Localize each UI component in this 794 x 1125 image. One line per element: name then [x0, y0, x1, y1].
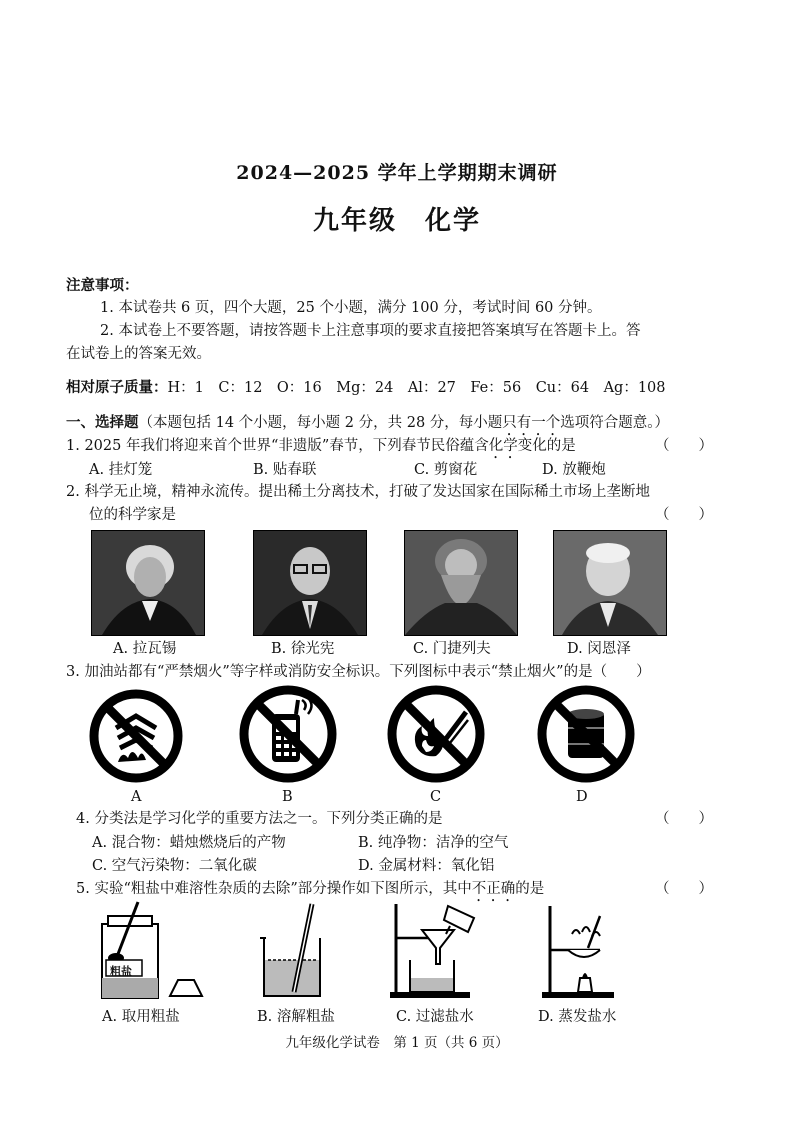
q5-stem-emphasis: 不正确: [471, 881, 516, 897]
q5-stem-a: 5. 实验“粗盐中难溶性杂质的去除”部分操作如下图所示，其中: [76, 881, 472, 897]
section-desc-emphasis: 只有一个: [502, 415, 561, 431]
notes-item-2a: 2. 本试卷上不要答题，请按答题卡上注意事项的要求直接把答案填写在答题卡上。答: [100, 323, 641, 339]
no-stacking-sign-icon: [88, 688, 184, 784]
page-footer: 九年级化学试卷 第 1 页（共 6 页）: [285, 1035, 509, 1051]
q1-option-a: A. 挂灯笼: [89, 462, 153, 478]
q3-option-b: B: [282, 789, 293, 805]
q4-option-d: D. 金属材料：氧化铝: [358, 858, 495, 874]
q5-option-b: B. 溶解粗盐: [257, 1009, 335, 1025]
q1-answer-paren: （ ）: [655, 438, 713, 454]
q2-option-b: B. 徐光宪: [271, 641, 335, 657]
section-desc-b: 选项符合题意。）: [560, 415, 670, 431]
atomic-mass-label: 相对原子质量：: [66, 380, 168, 396]
q1-option-b: B. 贴春联: [253, 462, 317, 478]
question-4-stem: 4. 分类法是学习化学的重要方法之一。下列分类正确的是: [76, 811, 443, 827]
beaker-stirring-icon: [254, 898, 334, 1000]
atomic-mass-line: [66, 376, 666, 397]
portrait-xu-guangxian: [253, 530, 367, 636]
q3-option-d: D: [576, 789, 588, 805]
q1-stem-a: 1. 2025 年我们将迎来首个世界“非遗版”春节，下列春节民俗蕴含: [66, 438, 489, 454]
q1-stem-b: 变化的是: [517, 438, 576, 454]
q2-option-d: D. 闵恩泽: [567, 641, 631, 657]
q5-answer-paren: （ ）: [655, 881, 713, 897]
section-desc-a: （本题包括 14 个小题，每小题 2 分，共 28 分，每小题: [138, 415, 503, 431]
exam-subject: 九年级 化学: [312, 206, 481, 236]
atomic-mass-values: H：1 C：12 O：16 Mg：24 Al：27 Fe：56 Cu：64 Ag：108: [167, 380, 666, 396]
q2-option-c: C. 门捷列夫: [413, 641, 491, 657]
q1-option-d: D. 放鞭炮: [542, 462, 606, 478]
q3-option-a: A: [131, 789, 142, 805]
evaporation-setup-icon: [538, 898, 628, 1002]
q4-option-a: A. 混合物：蜡烛燃烧后的产物: [92, 835, 286, 851]
portrait-min-enze: [553, 530, 667, 636]
no-fire-sign-icon: [386, 684, 486, 784]
q4-answer-paren: （ ）: [655, 811, 713, 827]
question-2-stem-2: 位的科学家是: [89, 507, 176, 523]
q1-option-c: C. 剪窗花: [414, 462, 478, 478]
q1-stem-emphasis: 化学: [488, 438, 518, 454]
q5-stem-b: 的是: [515, 881, 545, 897]
exam-title: 2024—2025 学年上学期期末调研: [236, 162, 558, 184]
section-title: 一、选择题: [66, 415, 139, 431]
q2-option-a: A. 拉瓦锡: [113, 641, 177, 657]
filtration-setup-icon: [388, 898, 498, 1002]
q5-option-c: C. 过滤盐水: [396, 1009, 474, 1025]
q4-option-b: B. 纯净物：洁净的空气: [358, 835, 509, 851]
notes-item-2b: 在试卷上的答案无效。: [66, 346, 211, 362]
notes-item-1: 1. 本试卷共 6 页，四个大题，25 个小题，满分 100 分，考试时间 60 分钟。: [100, 300, 602, 316]
q3-option-c: C: [430, 789, 442, 805]
jar-with-spoon-icon: [92, 898, 212, 1000]
notes-heading: 注意事项：: [66, 278, 139, 294]
q5-option-a: A. 取用粗盐: [102, 1009, 180, 1025]
portrait-lavoisier: [91, 530, 205, 636]
q2-answer-paren: （ ）: [655, 507, 713, 523]
portrait-mendeleev: [404, 530, 518, 636]
no-flammable-barrel-sign-icon: [536, 684, 636, 784]
no-phone-sign-icon: [238, 684, 338, 784]
jar-label: 粗盐: [110, 965, 132, 978]
question-3-stem: 3. 加油站都有“严禁烟火”等字样或消防安全标识。下列图标中表示“禁止烟火”的是（ ）: [66, 664, 651, 680]
q4-option-c: C. 空气污染物：二氧化碳: [92, 858, 257, 874]
q5-option-d: D. 蒸发盐水: [538, 1009, 617, 1025]
question-2-stem-1: 2. 科学无止境，精神永流传。提出稀土分离技术，打破了发达国家在国际稀土市场上垄断地: [66, 484, 650, 500]
